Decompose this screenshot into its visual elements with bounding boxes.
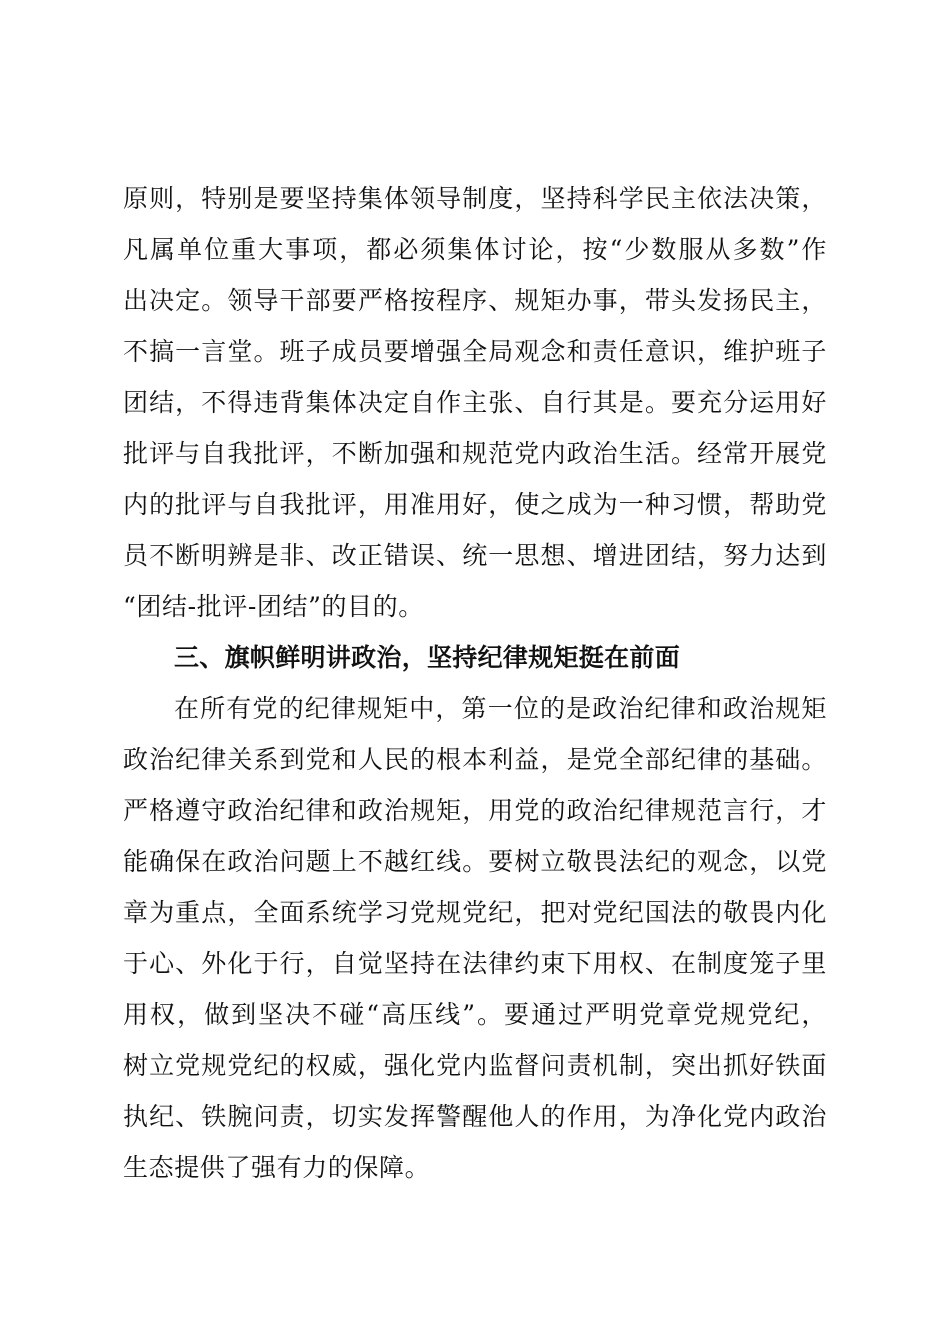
paragraph-line: 团结，不得违背集体决定自作主张、自行其是。要充分运用好 (123, 388, 827, 417)
paragraph-line: 严格遵守政治纪律和政治规矩，用党的政治纪律规范言行，才 (123, 796, 827, 825)
section-heading: 三、旗帜鲜明讲政治，坚持纪律规矩挺在前面 (174, 643, 681, 672)
paragraph-line: 树立党规党纪的权威，强化党内监督问责机制，突出抓好铁面 (123, 1051, 827, 1080)
paragraph-line: 执纪、铁腕问责，切实发挥警醒他人的作用，为净化党内政治 (123, 1102, 827, 1131)
paragraph-line: 于心、外化于行，自觉坚持在法律约束下用权、在制度笼子里 (123, 949, 827, 978)
paragraph-line: 用权，做到坚决不碰“高压线”。要通过严明党章党规党纪， (123, 1000, 827, 1029)
paragraph-line: 内的批评与自我批评，用准用好，使之成为一种习惯，帮助党 (123, 490, 827, 519)
paragraph-line: 生态提供了强有力的保障。 (123, 1153, 431, 1182)
paragraph-line: 原则，特别是要坚持集体领导制度，坚持科学民主依法决策， (123, 184, 827, 213)
paragraph-line: 在所有党的纪律规矩中，第一位的是政治纪律和政治规矩 (174, 694, 827, 723)
paragraph-line: “团结-批评-团结”的目的。 (123, 592, 424, 621)
paragraph-line: 能确保在政治问题上不越红线。要树立敬畏法纪的观念，以党 (123, 847, 827, 876)
paragraph-line: 不搞一言堂。班子成员要增强全局观念和责任意识，维护班子 (123, 337, 827, 366)
paragraph-line: 政治纪律关系到党和人民的根本利益，是党全部纪律的基础。 (123, 745, 827, 774)
paragraph-line: 员不断明辨是非、改正错误、统一思想、增进团结，努力达到 (123, 541, 827, 570)
paragraph-line: 章为重点，全面系统学习党规党纪，把对党纪国法的敬畏内化 (123, 898, 827, 927)
paragraph-line: 出决定。领导干部要严格按程序、规矩办事，带头发扬民主， (123, 286, 827, 315)
paragraph-line: 批评与自我批评，不断加强和规范党内政治生活。经常开展党 (123, 439, 827, 468)
paragraph-line: 凡属单位重大事项，都必须集体讨论，按“少数服从多数”作 (123, 235, 827, 264)
